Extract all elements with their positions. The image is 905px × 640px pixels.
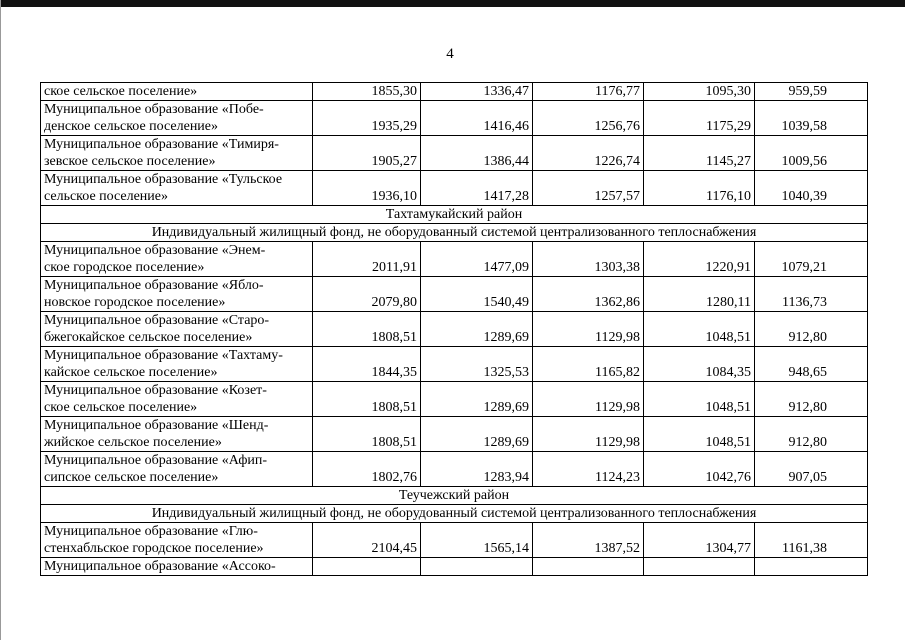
value-cell — [313, 558, 421, 576]
municipality-name-line: сипское сельское поселение» — [44, 470, 219, 485]
section-heading: Тахтамукайский район — [41, 206, 868, 224]
value-cell — [644, 558, 755, 576]
value-cell: 1935,29 — [313, 101, 421, 136]
value-cell: 1095,30 — [644, 83, 755, 101]
municipality-name-line: Муниципальное образование «Тахтаму- — [44, 348, 283, 363]
municipality-name-cell — [41, 452, 313, 487]
municipality-name-line: денское сельское поселение» — [44, 119, 219, 134]
municipality-name-cell — [41, 277, 313, 312]
value-cell — [533, 558, 644, 576]
municipality-name-line: ское городское поселение» — [44, 260, 205, 275]
value-cell: 1808,51 — [313, 382, 421, 417]
value-cell: 1048,51 — [644, 417, 755, 452]
value-cell: 1048,51 — [644, 312, 755, 347]
value-cell — [755, 558, 868, 576]
municipality-name-line: Муниципальное образование «Шенд- — [44, 418, 269, 433]
value-cell: 1257,57 — [533, 171, 644, 206]
municipality-name-cell — [41, 312, 313, 347]
municipality-name-cell — [41, 101, 313, 136]
value-cell: 1129,98 — [533, 417, 644, 452]
value-cell: 1289,69 — [421, 417, 533, 452]
value-cell: 1176,10 — [644, 171, 755, 206]
municipality-name-cell — [41, 171, 313, 206]
value-cell: 1048,51 — [644, 382, 755, 417]
left-edge-line — [0, 0, 1, 640]
value-cell: 1289,69 — [421, 312, 533, 347]
value-cell: 1477,09 — [421, 242, 533, 277]
value-cell: 1283,94 — [421, 452, 533, 487]
table-row — [41, 347, 868, 382]
table-row — [41, 242, 868, 277]
municipality-name-line: Муниципальное образование «Тимиря- — [44, 137, 279, 152]
municipality-name-cell — [41, 242, 313, 277]
value-cell: 1855,30 — [313, 83, 421, 101]
table-row — [41, 83, 868, 101]
municipality-name-line: Муниципальное образование «Козет- — [44, 383, 267, 398]
municipality-name-line: Муниципальное образование «Ассоко- — [44, 559, 276, 574]
value-cell: 1009,56 — [755, 136, 868, 171]
value-cell: 1844,35 — [313, 347, 421, 382]
table-row — [41, 452, 868, 487]
tariff-table-body — [41, 83, 868, 576]
municipality-name-line: Муниципальное образование «Ябло- — [44, 278, 264, 293]
value-cell: 2079,80 — [313, 277, 421, 312]
section-row — [41, 487, 868, 505]
section-heading: Теучежский район — [41, 487, 868, 505]
value-cell: 1176,77 — [533, 83, 644, 101]
municipality-name-line: ское сельское поселение» — [44, 84, 198, 99]
value-cell: 1304,77 — [644, 523, 755, 558]
value-cell: 1165,82 — [533, 347, 644, 382]
section-row — [41, 505, 868, 523]
value-cell: 912,80 — [755, 382, 868, 417]
value-cell: 912,80 — [755, 312, 868, 347]
table-row — [41, 171, 868, 206]
value-cell: 959,59 — [755, 83, 868, 101]
value-cell: 1336,47 — [421, 83, 533, 101]
value-cell: 1079,21 — [755, 242, 868, 277]
tariff-table — [40, 82, 868, 576]
table-row — [41, 558, 868, 576]
value-cell: 1175,29 — [644, 101, 755, 136]
value-cell: 2104,45 — [313, 523, 421, 558]
municipality-name-cell — [41, 558, 313, 576]
municipality-name-cell — [41, 136, 313, 171]
value-cell: 1565,14 — [421, 523, 533, 558]
value-cell: 1040,39 — [755, 171, 868, 206]
municipality-name-cell — [41, 382, 313, 417]
municipality-name-cell — [41, 83, 313, 101]
value-cell: 1129,98 — [533, 312, 644, 347]
value-cell: 1325,53 — [421, 347, 533, 382]
table-row — [41, 277, 868, 312]
municipality-name-line: зевское сельское поселение» — [44, 154, 216, 169]
section-row — [41, 224, 868, 242]
value-cell: 1039,58 — [755, 101, 868, 136]
value-cell: 912,80 — [755, 417, 868, 452]
value-cell: 1362,86 — [533, 277, 644, 312]
municipality-name-line: бжегокайское сельское поселение» — [44, 330, 253, 345]
municipality-name-line: Муниципальное образование «Старо- — [44, 313, 270, 328]
municipality-name-cell — [41, 523, 313, 558]
value-cell: 1808,51 — [313, 312, 421, 347]
municipality-name-line: жийское сельское поселение» — [44, 435, 222, 450]
value-cell — [421, 558, 533, 576]
value-cell: 1905,27 — [313, 136, 421, 171]
value-cell: 1417,28 — [421, 171, 533, 206]
municipality-name-line: Муниципальное образование «Тульское — [44, 172, 283, 187]
section-heading: Индивидуальный жилищный фонд, не оборудованный системой централизованного теплоснабжения — [41, 505, 868, 523]
municipality-name-line: сельское поселение» — [44, 189, 168, 204]
value-cell: 1042,76 — [644, 452, 755, 487]
value-cell: 1808,51 — [313, 417, 421, 452]
municipality-name-line: новское городское поселение» — [44, 295, 226, 310]
municipality-name-line: ское сельское поселение» — [44, 400, 198, 415]
municipality-name-line: Муниципальное образование «Энем- — [44, 243, 266, 258]
value-cell: 1303,38 — [533, 242, 644, 277]
municipality-name-line: кайское сельское поселение» — [44, 365, 218, 380]
value-cell: 1145,27 — [644, 136, 755, 171]
municipality-name-cell — [41, 417, 313, 452]
value-cell: 948,65 — [755, 347, 868, 382]
section-heading: Индивидуальный жилищный фонд, не оборудованный системой централизованного теплоснабжения — [41, 224, 868, 242]
page-number: 4 — [446, 46, 454, 62]
value-cell: 1802,76 — [313, 452, 421, 487]
table-row — [41, 136, 868, 171]
table-row — [41, 523, 868, 558]
value-cell: 1936,10 — [313, 171, 421, 206]
municipality-name-line: Муниципальное образование «Афип- — [44, 453, 268, 468]
table-row — [41, 417, 868, 452]
section-row — [41, 206, 868, 224]
value-cell: 1540,49 — [421, 277, 533, 312]
value-cell: 1136,73 — [755, 277, 868, 312]
value-cell: 1289,69 — [421, 382, 533, 417]
value-cell: 1256,76 — [533, 101, 644, 136]
value-cell: 2011,91 — [313, 242, 421, 277]
municipality-name-cell — [41, 347, 313, 382]
value-cell: 1084,35 — [644, 347, 755, 382]
value-cell: 1220,91 — [644, 242, 755, 277]
value-cell: 1280,11 — [644, 277, 755, 312]
municipality-name-line: стенхабльское городское поселение» — [44, 541, 264, 556]
value-cell: 1129,98 — [533, 382, 644, 417]
value-cell: 1124,23 — [533, 452, 644, 487]
municipality-name-line: Муниципальное образование «Глю- — [44, 524, 258, 539]
value-cell: 907,05 — [755, 452, 868, 487]
table-row — [41, 312, 868, 347]
municipality-name-line: Муниципальное образование «Побе- — [44, 102, 264, 117]
value-cell: 1161,38 — [755, 523, 868, 558]
value-cell: 1226,74 — [533, 136, 644, 171]
table-row — [41, 101, 868, 136]
table-row — [41, 382, 868, 417]
top-border-bar — [0, 0, 905, 7]
value-cell: 1416,46 — [421, 101, 533, 136]
value-cell: 1386,44 — [421, 136, 533, 171]
value-cell: 1387,52 — [533, 523, 644, 558]
